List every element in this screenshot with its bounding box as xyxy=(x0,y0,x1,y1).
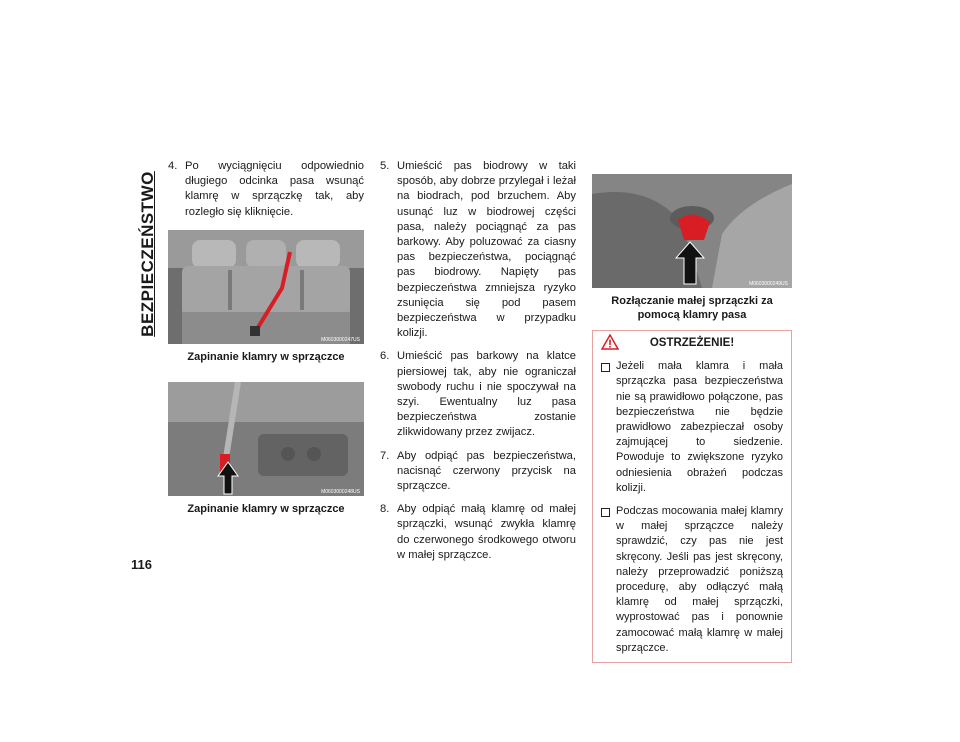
middle-column xyxy=(380,159,576,571)
right-column xyxy=(592,174,792,663)
step-6 xyxy=(380,349,576,440)
buckle-illustration xyxy=(168,382,364,496)
step-5 xyxy=(380,159,576,341)
warning-header xyxy=(593,331,791,357)
step-number: 4. xyxy=(168,160,178,172)
section-title xyxy=(138,171,158,337)
figure-code: M0603000249US xyxy=(749,281,788,287)
figure-code: M0603000247US xyxy=(321,336,360,343)
left-column xyxy=(168,159,364,534)
rear-seat-illustration xyxy=(168,230,364,344)
step-number: 5. xyxy=(380,160,390,172)
step-text: Aby odpiąć pas bezpieczeństwa, nacisnąć czerwony przycisk na sprzączce. xyxy=(397,449,576,493)
small-buckle-illustration xyxy=(592,174,792,288)
step-7 xyxy=(380,449,576,495)
warning-item-text: Jeżeli mała klamra i mała sprzączka pasa bezpieczeństwa nie są prawidłowo połączone, pas bezpieczeństwa nie będzie prawidłowo zabezpieczał osoby zajmującej to siedzenie. Powoduje to zwiększone ryzyko odniesienia obrażeń podczas kolizji. xyxy=(616,360,783,494)
warning-item-text: Podczas mocowania małej klamry w małej sprzączce należy sprawdzić, czy pas nie jest skręcony. Jeśli pas jest skręcony, należy przeprowadzić poniższą procedurę, aby odłączyć małą klamrę od małej sprzączki, wyprostować pas i ponownie zamocować małą klamrę w małej sprzączce. xyxy=(616,505,783,654)
figure-code: M0603000248US xyxy=(321,488,360,495)
warning-triangle-icon xyxy=(601,334,619,355)
step-8 xyxy=(380,502,576,563)
figure-caption: Rozłączanie małej sprzączki za pomocą klamry pasa xyxy=(611,295,773,321)
figure-rear-seat-belt xyxy=(168,230,364,344)
step-number: 7. xyxy=(380,449,390,462)
figure-caption: Zapinanie klamry w sprzączce xyxy=(187,502,345,515)
warning-title: OSTRZEŻENIE! xyxy=(649,337,735,349)
warning-box xyxy=(592,330,792,663)
warning-item xyxy=(601,359,783,496)
page-number: 116 xyxy=(131,557,152,572)
checkbox-bullet-icon xyxy=(601,508,610,517)
figure-caption: Zapinanie klamry w sprzączce xyxy=(187,350,345,363)
figure-buckle xyxy=(168,382,364,496)
step-text: Aby odpiąć małą klamrę od małej sprzączki, wsunąć zwykła klamrę do czerwonego środkowego otworu w małej sprzączce. xyxy=(397,503,576,561)
checkbox-bullet-icon xyxy=(601,363,610,372)
step-text: Po wyciągnięciu odpowiednio długiego odcinka pasa wsunąć klamrę w sprzączkę tak, aby rozległo się kliknięcie. xyxy=(185,160,364,218)
warning-item xyxy=(601,504,783,656)
step-text: Umieścić pas biodrowy w taki sposób, aby dobrze przylegał i leżał na biodrach, pod brzuchem. Aby usunąć luz w biodrowej części pasa, należy pociągnąć za pas barkowy. Aby poluzować za ciasny pas bezpieczeństwa, pociągnąć pas biodrowy. Napięty pas bezpieczeństwa zmniejsza ryzyko zsunięcia się pod pasem bezpieczeństwa w przypadku kolizji. xyxy=(397,160,576,340)
step-number: 6. xyxy=(380,350,390,363)
step-number: 8. xyxy=(380,503,390,516)
step-text: Umieścić pas barkowy na klatce piersiowej tak, aby nie ograniczał swobody ruchu i nie spoczywał na szyi. Ewentualny luz pasa bezpieczeństwa zostanie zlikwidowany przez zwijacz. xyxy=(397,350,576,439)
warning-list xyxy=(593,357,791,662)
step-4 xyxy=(168,159,364,220)
section-title-text: BEZPIECZEŃSTWO xyxy=(138,171,157,337)
figure-small-buckle xyxy=(592,174,792,288)
